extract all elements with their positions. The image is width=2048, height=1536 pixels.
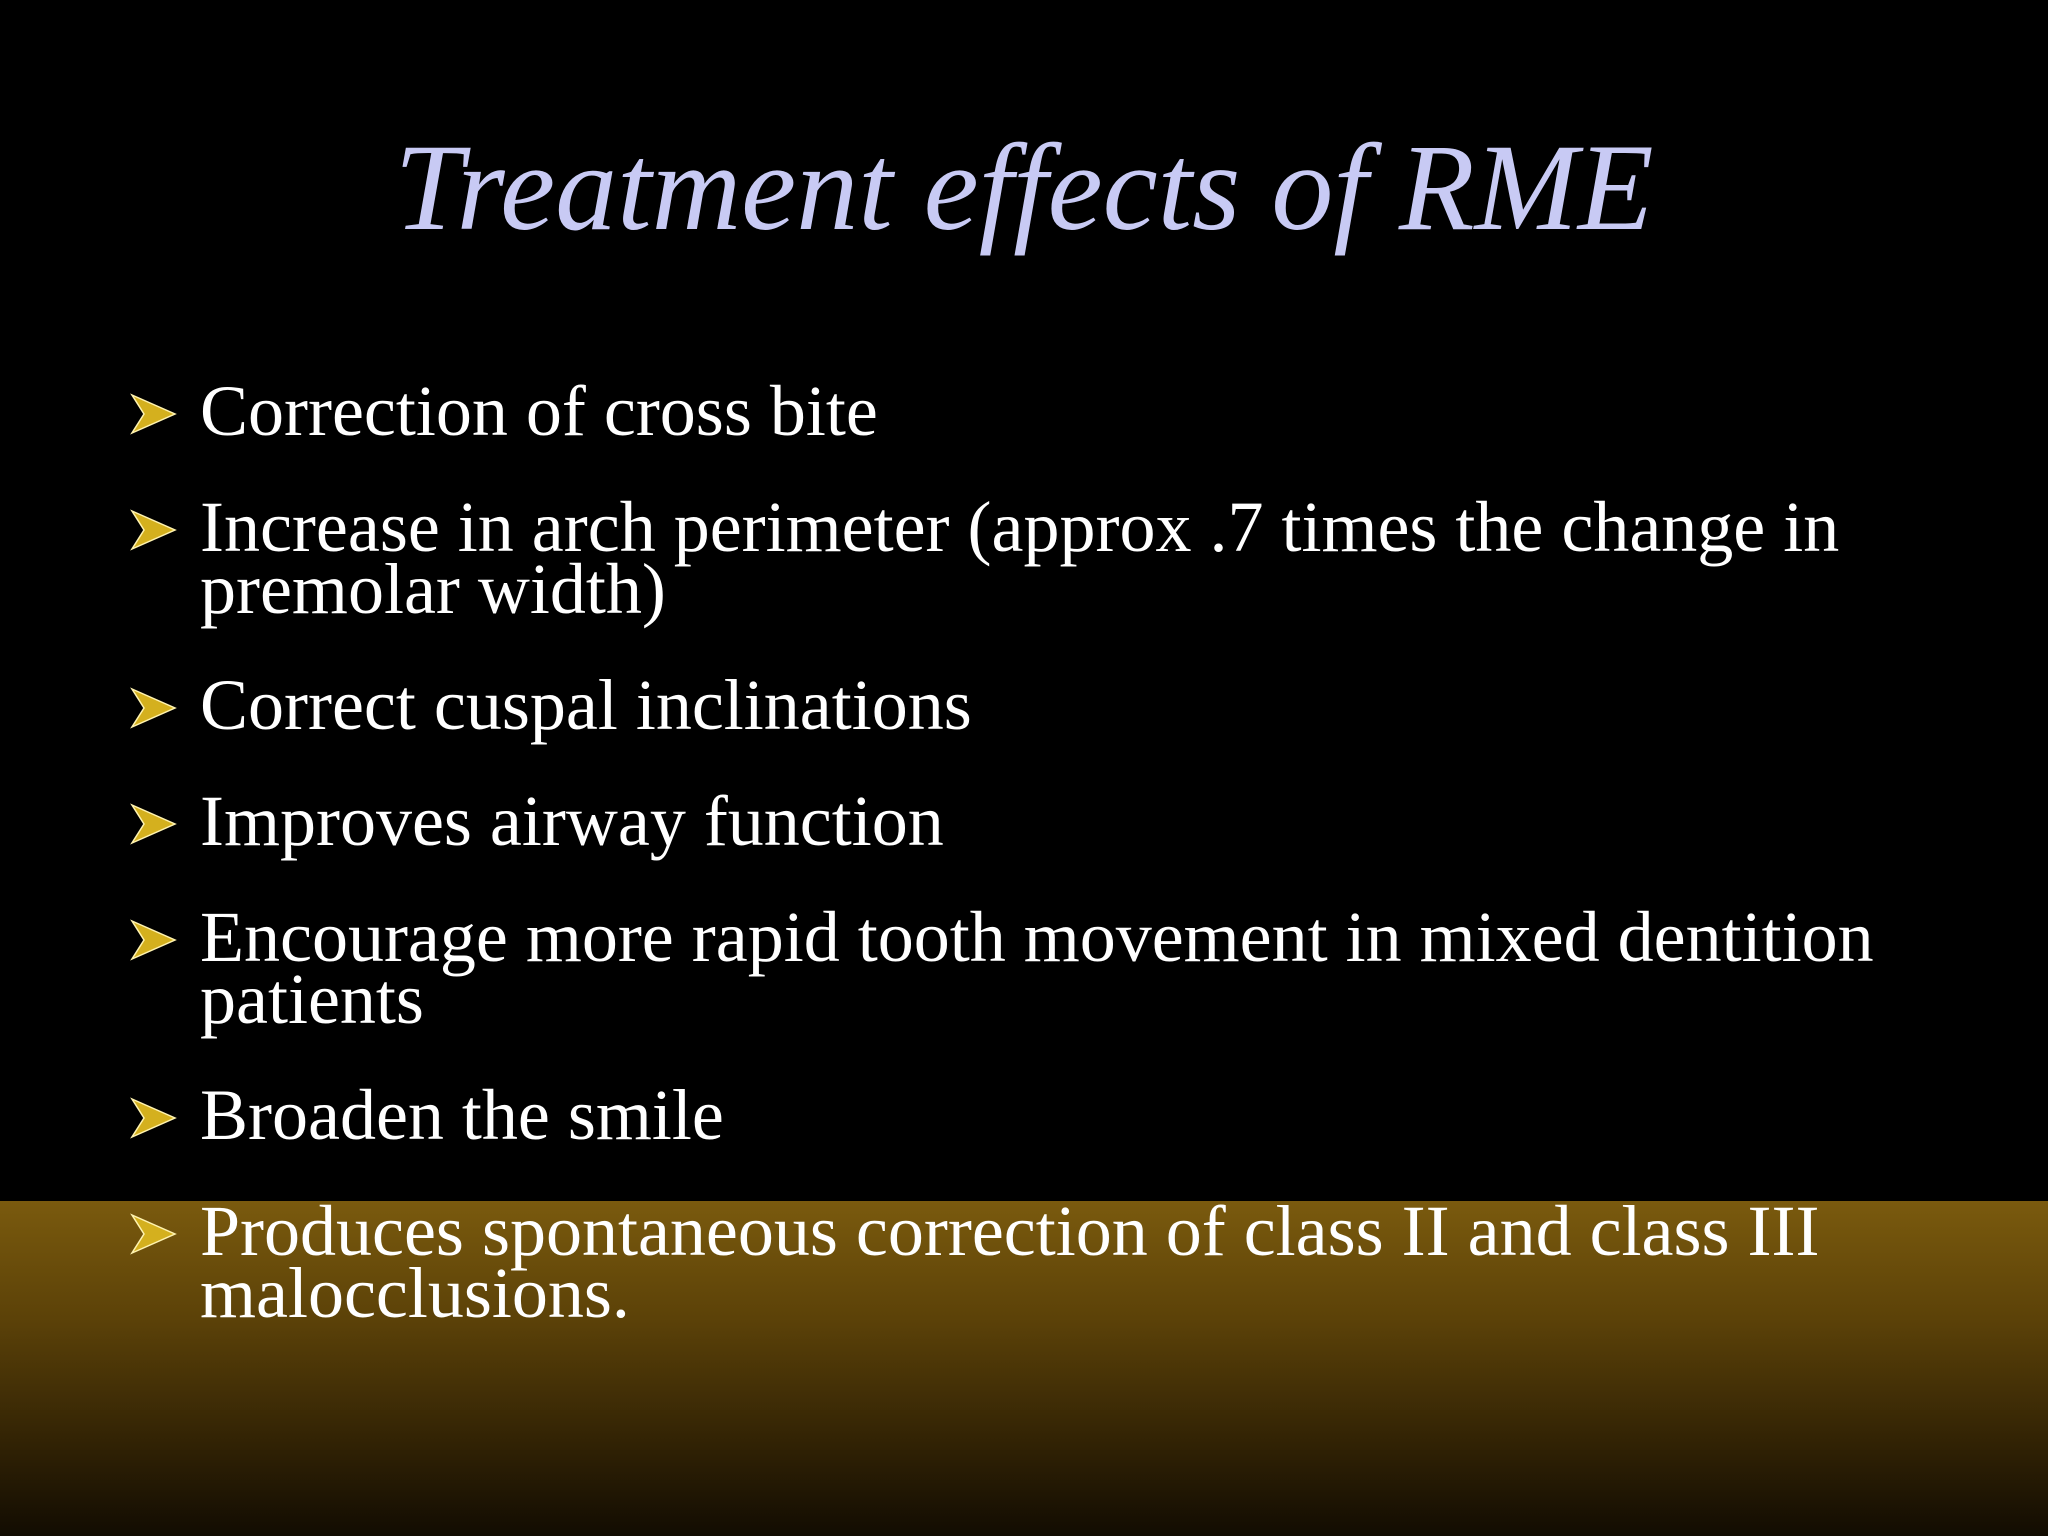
- bullet-item: [128, 371, 1988, 451]
- bullet-item: [128, 487, 1988, 629]
- bullet-text: Produces spontaneous correction of class II and class III malocclusions.: [200, 1191, 1820, 1333]
- arrowhead-bullet-icon: [128, 508, 178, 552]
- bullet-text: Increase in arch perimeter (approx .7 times the change in premolar width): [200, 487, 1840, 629]
- bullet-item: [128, 1191, 1988, 1333]
- bullet-list: [128, 371, 1988, 1378]
- bullet-item: [128, 897, 1988, 1039]
- bullet-item: [128, 665, 1988, 745]
- bullet-text: Correction of cross bite: [200, 371, 878, 451]
- bullet-text: Encourage more rapid tooth movement in mixed dentition patients: [200, 897, 1874, 1039]
- arrowhead-bullet-icon: [128, 686, 178, 730]
- arrowhead-bullet-icon: [128, 1096, 178, 1140]
- arrowhead-bullet-icon: [128, 918, 178, 962]
- bullet-text: Correct cuspal inclinations: [200, 665, 972, 745]
- arrowhead-bullet-icon: [128, 392, 178, 436]
- arrowhead-bullet-icon: [128, 802, 178, 846]
- bullet-item: [128, 1075, 1988, 1155]
- bullet-text: Improves airway function: [200, 781, 944, 861]
- bullet-text: Broaden the smile: [200, 1075, 724, 1155]
- slide-title: Treatment effects of RME: [394, 119, 1654, 256]
- bullet-item: [128, 781, 1988, 861]
- arrowhead-bullet-icon: [128, 1212, 178, 1256]
